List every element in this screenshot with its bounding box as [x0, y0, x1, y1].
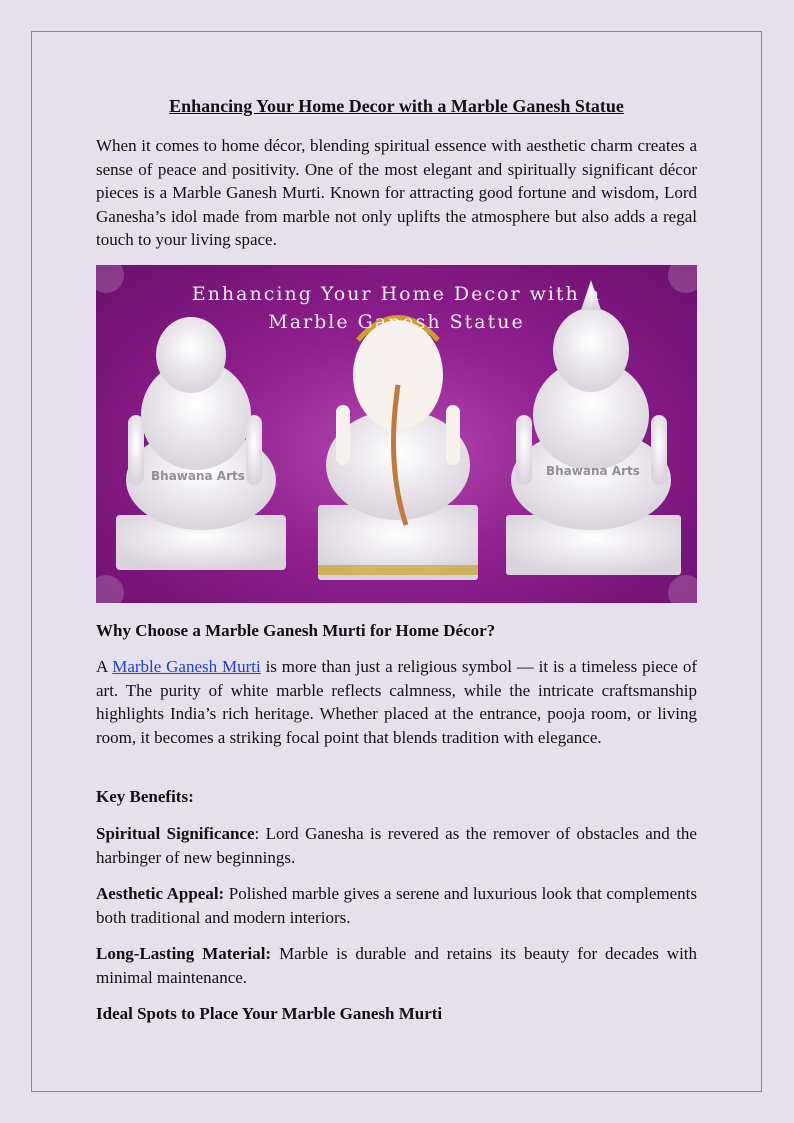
document-title: Enhancing Your Home Decor with a Marble Ganesh Statue — [169, 96, 624, 116]
banner-title — [96, 280, 697, 336]
why-prefix: A — [96, 657, 113, 676]
svg-text:Bhawana Arts: Bhawana Arts — [151, 469, 245, 483]
benefit-text: Lord Ganesha is revered as the remover of obstacles and the harbinger of new beginnings. — [96, 824, 697, 867]
statue-left — [116, 317, 286, 570]
benefit-label: Spiritual Significance — [96, 824, 255, 843]
benefit-text: Polished marble gives a serene and luxurious look that complements both traditional and modern interiors. — [96, 884, 698, 927]
banner-title-line-2: Marble Ganesh Statue — [268, 311, 525, 333]
benefit-item — [96, 942, 697, 989]
benefit-text: Marble is durable and retains its beauty for decades with minimal maintenance. — [96, 944, 698, 987]
benefit-label: Aesthetic Appeal: — [96, 884, 225, 903]
banner-image — [96, 265, 697, 603]
svg-text:Bhawana Arts: Bhawana Arts — [546, 464, 640, 478]
separator: : — [254, 824, 266, 843]
banner-title-line-1: Enhancing Your Home Decor with a — [191, 283, 602, 305]
key-benefits-heading: Key Benefits: — [96, 787, 194, 806]
why-text: is more than just a religious symbol — it is a timeless piece of art. The purity of white marble reflects calmness, while the intricate craftsmanship highlights India’s rich heritage. Whether placed at the entrance, pooja room, or living room, it becomes a striking focal point that blends tradition with elegance. — [96, 657, 697, 747]
ideal-spots-heading: Ideal Spots to Place Your Marble Ganesh Murti — [96, 1004, 443, 1023]
benefit-item — [96, 882, 697, 929]
benefit-label: Long-Lasting Material: — [96, 944, 272, 963]
why-paragraph — [96, 655, 697, 749]
marble-ganesh-murti-link[interactable]: Marble Ganesh Murti — [112, 657, 261, 676]
separator — [271, 944, 279, 963]
benefit-item — [96, 822, 697, 869]
why-heading: Why Choose a Marble Ganesh Murti for Home Décor? — [96, 621, 496, 640]
statue-center — [318, 318, 478, 581]
intro-paragraph: When it comes to home décor, blending spiritual essence with aesthetic charm creates a sense of peace and positivity. One of the most elegant and spiritually significant décor pieces is a Marble Ganesh Murti. Known for attracting good fortune and wisdom, Lord Ganesha’s idol made from marble not only uplifts the atmosphere but also adds a regal touch to your living space. — [96, 136, 697, 249]
